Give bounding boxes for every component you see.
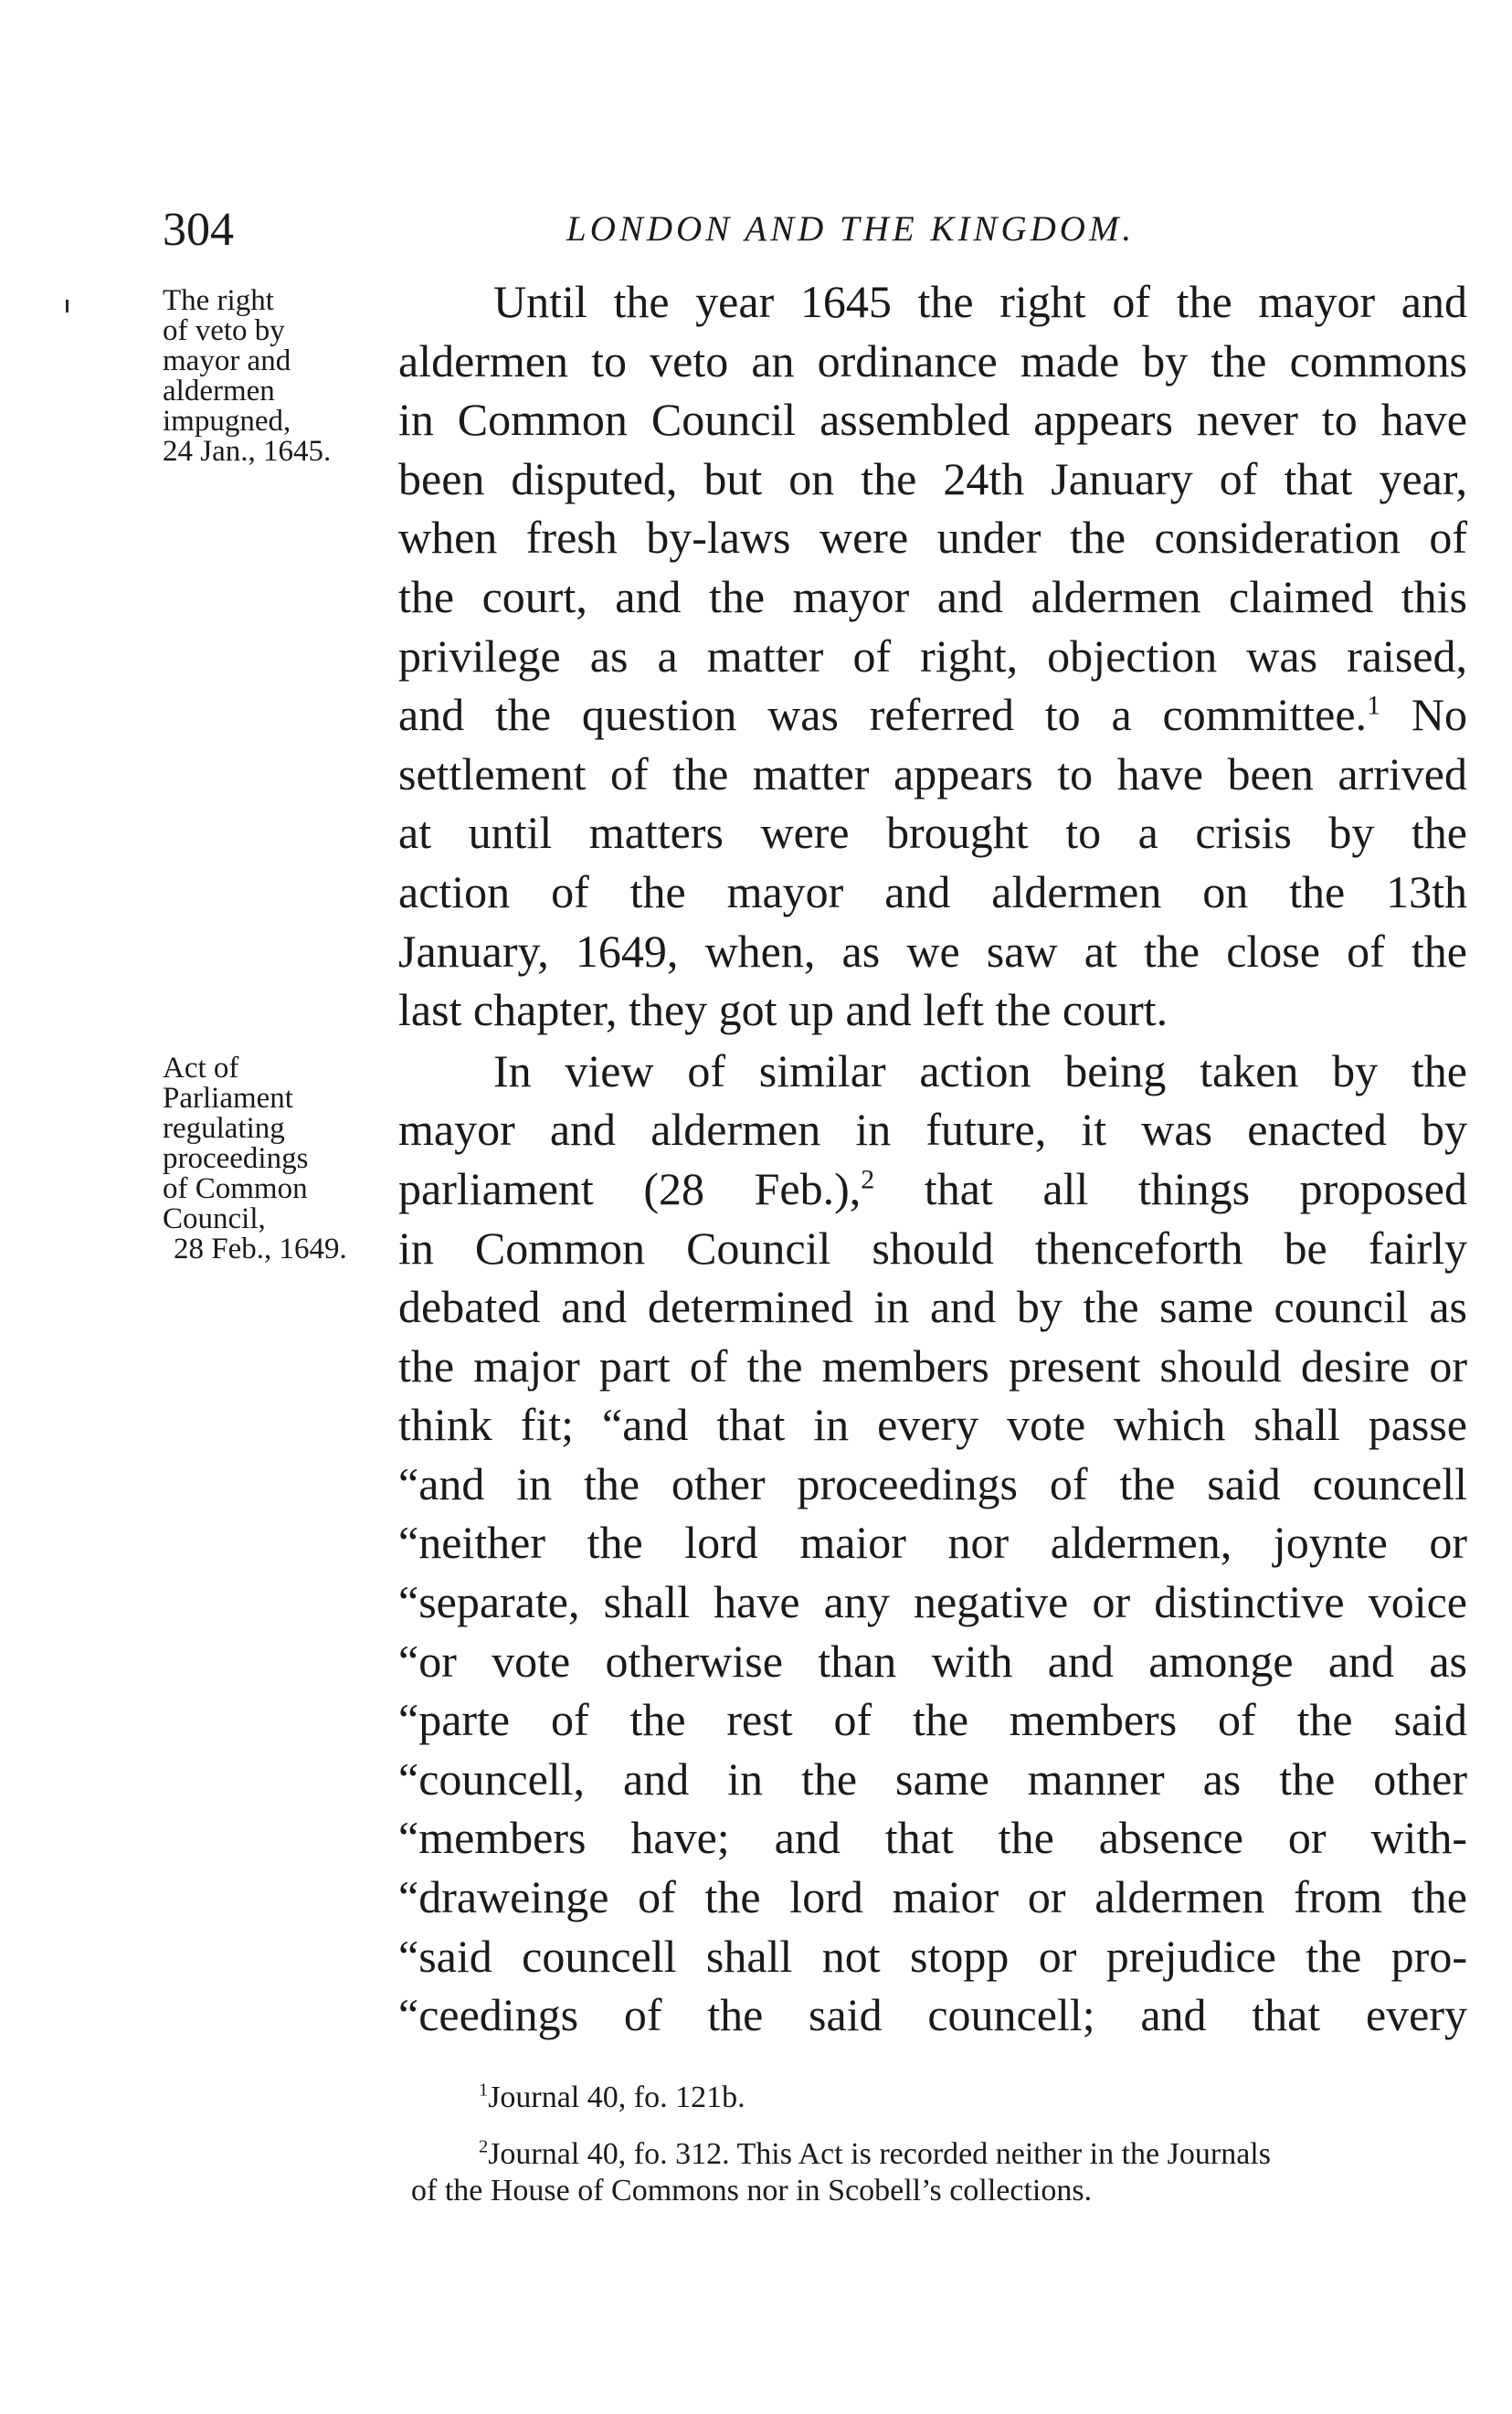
paragraph-line: the major part of the members present should desire or [398,1339,1467,1392]
paragraph-line: “draweinge of the lord maior or aldermen from the [398,1871,1467,1923]
paragraph-line-with-note [398,685,1467,745]
paragraph-line: settlement of the matter appears to have been arrived [398,747,1467,799]
sidenote-veto [163,286,400,467]
paragraph-line: “ceedings of the said councell; and that every [398,1989,1467,2041]
page-number: 304 [163,204,234,256]
sidenote-line: 24 Jan., 1645. [163,435,332,468]
sidenote-line: regulating [163,1112,285,1145]
line-text: and the question was referred to a committee. [398,689,1368,741]
paragraph-line: debated and determined in and by the same council as [398,1281,1467,1333]
paragraph-line: mayor and aldermen in future, it was enacted by [398,1104,1467,1156]
paragraph-line: aldermen to veto an ordinance made by the commons [398,334,1467,386]
paragraph-line: “and in the other proceedings of the said councell [398,1457,1467,1509]
sidenote-line: impugned, [163,405,291,438]
paragraph-line: Until the year 1645 the right of the mayor and [493,276,1467,327]
footnote-2 [398,2136,1486,2173]
sidenote-line: mayor and [163,344,291,377]
sidenote-line: 28 Feb., 1649. [174,1233,347,1265]
sidenote-line: Act of [163,1052,239,1085]
running-title: LONDON AND THE KINGDOM. [566,209,1136,249]
sidenote-line: The right [163,284,274,317]
footnote-text: Journal 40, fo. 121b. [488,2080,745,2114]
sidenote-line: Council, [163,1202,266,1235]
paragraph-line: “councell, and in the same manner as the other [398,1752,1467,1805]
paragraph-line: the court, and the mayor and aldermen claimed this [398,570,1467,622]
footnote-ref: 1 [1367,690,1381,721]
footnote-ref: 2 [861,1164,875,1195]
paragraph-line: privilege as a matter of right, objection was raised, [398,630,1467,682]
paragraph-line: think fit; “and that in every vote which shall passe [398,1399,1467,1451]
footnote-mark: 1 [479,2080,489,2101]
footnote-mark: 2 [479,2136,489,2157]
paragraph-line: “parte of the rest of the members of the said [398,1694,1467,1746]
paragraph-line: “neither the lord maior nor aldermen, joynte or [398,1517,1467,1569]
sidenote-line: Parliament [163,1082,293,1115]
paragraph-line: “said councell shall not stopp or prejudice the pro- [398,1930,1467,1982]
paragraph-line: in Common Council should thenceforth be fairly [398,1222,1467,1274]
sidenote-act-of-parliament [163,1053,400,1265]
footnotes [398,2080,1486,2209]
paragraph-line-with-note [398,1159,1467,1219]
paragraph-line: been disputed, but on the 24th January of that year, [398,452,1467,504]
body-text [398,272,1467,2045]
footnote-1 [398,2080,1486,2116]
footnote-text: Journal 40, fo. 312. This Act is recorded neither in the Journals [488,2137,1271,2171]
paragraph-line: “separate, shall have any negative or distinctive voice [398,1576,1467,1628]
paragraph-line: in Common Council assembled appears never to have [398,394,1467,446]
footnote-2-continuation: of the House of Commons nor in Scobell’s collections. [411,2174,1093,2208]
paragraph-line: “or vote otherwise than with and amonge and as [398,1635,1467,1687]
paragraph-line: last chapter, they got up and left the court. [398,984,1168,1036]
sidenote-line: of veto by [163,314,285,347]
sidenote-line: proceedings [163,1142,309,1175]
paragraph-line: In view of similar action being taken by the [493,1044,1467,1096]
paragraph-line: when fresh by-laws were under the consideration of [398,512,1467,564]
paragraph-line: January, 1649, when, as we saw at the close of the [398,925,1467,977]
sidenote-line: aldermen [163,375,275,408]
sidenote-line: of Common [163,1172,308,1205]
line-text: parliament (28 Feb.), [398,1162,862,1214]
paragraph-line: at until matters were brought to a crisis by the [398,807,1467,859]
line-tail: that all things proposed [874,1162,1467,1214]
line-tail: No [1380,689,1467,741]
margin-mark [66,300,69,312]
paragraph-line: “members have; and that the absence or with- [398,1812,1467,1864]
paragraph-line: action of the mayor and aldermen on the 13th [398,865,1467,917]
